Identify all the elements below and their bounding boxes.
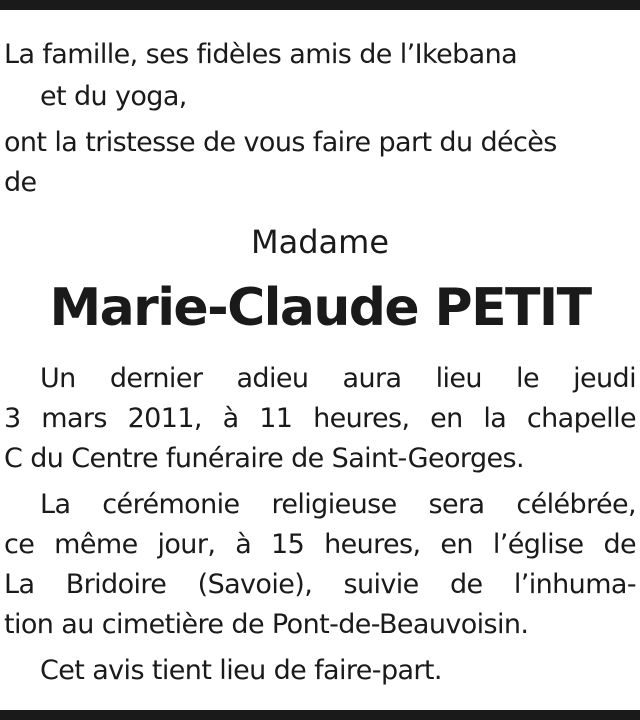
top-border-rule — [0, 0, 640, 10]
deceased-name: Marie-Claude PETIT — [49, 278, 591, 338]
paragraph2-line-2: ce même jour, à 15 heures, en l’église de — [4, 529, 636, 560]
bottom-border-rule — [0, 710, 640, 720]
paragraph1-line-2: 3 mars 2011, à 11 heures, en la chapelle — [4, 403, 636, 434]
intro-line-2: et du yoga, — [40, 81, 187, 112]
paragraph2-line-4: tion au cimetière de Pont-de-Beauvoisin. — [4, 609, 529, 640]
intro-line-4: de — [4, 167, 37, 198]
paragraph1-line-1: Un dernier adieu aura lieu le jeudi — [40, 363, 636, 394]
paragraph2-line-3: La Bridoire (Savoie), suivie de l’inhuma- — [4, 569, 636, 600]
closing-line: Cet avis tient lieu de faire-part. — [40, 655, 442, 686]
paragraph1-line-3: C du Centre funéraire de Saint-Georges. — [4, 443, 524, 474]
paragraph2-line-1: La cérémonie religieuse sera célébrée, — [40, 489, 636, 520]
intro-line-3: ont la tristesse de vous faire part du décès — [4, 127, 557, 158]
intro-line-1: La famille, ses fidèles amis de l’Ikebana — [4, 39, 518, 70]
honorific-title: Madame — [251, 223, 389, 261]
